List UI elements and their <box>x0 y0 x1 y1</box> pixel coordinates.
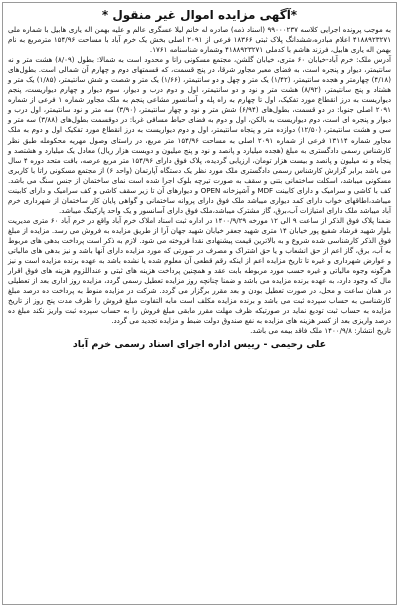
notice-paragraph-case: به موجب پرونده اجرایی کلاسه ۹۹۰۰۰۲۳۷ (اسناد ذمه) صادره له خانم لیلا عسگری عالم و علیه بهمن اله یاری هابیل با شماره ملی ۴۱۸۸۹۲۳۲۷۱ اعلام مبادره،ششدانگ پلاک ثبتی ۱۸۳۶۶ فرعی از ۲۰۹۱ اصلی بخش یک خرم آباد با مساحت ۱۵۴/۹۶ مترمربع به نام بهمن اله یاری هابیل، فرزند هاشم با کدملی ۴۱۸۸۹۲۳۲۷۱ وشماره شناسنامه ۱۷۶۱. <box>8 25 392 55</box>
auction-notice <box>2 2 397 605</box>
notice-title: *آگهی مزایده اموال غیر منقول * <box>101 8 298 22</box>
notice-paragraph-publication: تاریخ انتشار: ۱۴۰۰/۹/۸ ملک فاقد بیمه می باشد. <box>250 326 391 336</box>
notice-paragraph-terms: ضمنا پلاک فوق الذکر از ساعت ۹ الی ۱۲ مورخه ۱۴۰۰/۹/۲۹ در اداره ثبت اسناد املاک خرم آباد واقع در خرم آباد ۶۰ متری مدیریت بلوار شهید فرشاد شفیع پور خیابان ۱۴ متری شهید جعفر خیابان شهید جهان آرا از طریق مزایده به فروش می رسد. مزایده از مبلغ فوق الذکر کارشناسی شده شروع و به بالاترین قیمت پیشنهادی نقدا فروخته می شود. لازم به ذکر است پرداخت بدهی های مربوط به آب، برق، گاز اعم از حق انشعاب و یا حق اشتراک و مصرف در صورتی که مورد مزایده دارای آنها باشد و نیز بدهی های مالیاتی و عوارض شهرداری و غیره تا تاریخ مزایده اعم از اینکه رقم قطعی آن معلوم شده یا نشده باشد به عهده برنده مزایده است و نیز هرگونه وجوه مالیاتی و غیره حسب مورد مربوطه بابت عقد و همچنین پرداخت هزینه های ثبتی و عنداللزوم هزینه های فوق اقرار مال که وجود دارد، به عهده برنده مزایده می باشد و ضمنا چنانچه روز مزایده تعطیل رسمی گردد، مزایده روز اداری بعد از تعطیلی در همان ساعت و محل، در صورت تعطیل بودن و بعد مقرر برگزار می گردد. شرکت در مزایده منوط به پرداخت ده درصد مبلغ کارشناسی به حساب سپرده ثبت می باشد و برنده مزایده مکلف است مابه التفاوت مبلغ فروش را ظرف مدت پنج روز از تاریخ مزایده به حساب ثبت تودیع نماید در صورتیکه ظرف مهلت مقرر مابقی مبلغ فروش را به حساب سپرده ثبت واریز نکند مبلغ ده درصد واریزی بعد از کسر هزینه های مزایده به نفع صندوق دولت ضبط و مزایده تجدید می گردد. <box>8 215 391 326</box>
notice-signature: علی رحیمی - رییس اداره اجرای اسناد رسمی خرم آباد <box>72 339 327 351</box>
notice-paragraph-property: آدرس ملک: خرم آباد-خیابان ۶۰ متری، خیابان گلشن، مجتمع مسکونی راتا و محدود است به شمالا: بطول (۸/۰۹) هشت متر و نه سانتیمتر، دیوار و پنجره است، به فضای معبر مجاور شرقا، در پنج قسمت، که قسمتهای دوم و چهارم آن شمالی است. بطول‌های (۴/۱۸) چهارمتر و هجده سانتیمتر، (۱/۴۲) یک متر و چهل و دو سانتیمتر، (۱/۶۶) یک متر و شصت و شش سانتیمتر، (۱/۸۵) یک متر و هشتاد و پنج سانتیمتر، (۸/۹۲) هشت متر و نود و دو سانتیمتر، اول و دوم درب و دیوار، سوم دیوار و چهارم دیواریست، پنجم دیواریست به درز انقطاع مورد تفکیک، اول تا چهارم به راه پله و آسانسور مشاعی پنجم به ملک مجاور شماره ۱ فرعی از شماره ۲۰۹۱ اصلی جنوبا: در دو قسمت، بطول‌های (۶/۹۴) شش متر و نود و چهار سانتیمتر، (۳/۹۰) سه متر و نود سانتیمتر، اول درب و دیوار و پنجره ای است، دوم دیواریست به بالکن، اول و دوم به فضای حیاط مسافی غربا: در دوقسمت بطول‌های (۳/۸۸) سه متر و سی و هشت سانتیمتر، (۱۲/۵۰) دوازده متر و پنجاه سانتیمتر، اول و دوم دیواریست به درز انقطاع مورد تفکیک اول و دوم به ملک مجاور شماره ۱۳۱۱۴ فرعی از شماره ۲۰۹۱ اصلی به مساحت ۱۵۴/۹۶ متر مربع، در راستای وصول مهریه محکومله طبق نظر کارشناس رسمی دادگستری به مبلغ (هجده میلیارد و پانصد و نود و پنج میلیون و دویست هزار ریال) معادل یک میلیارد و هشتصد و پنجاه و نه میلیون و پانصد و بیست هزار تومان، ارزیابی گردیده، پلاک فوق دارای ۱۵۴/۹۶ متر مربع عرصه، بافت متحد دوره ۴ سال می باشد برابر گزارش کارشناس رسمی دادگستری ملک مورد نظر یک دستگاه آپارتمان (واحد ۶) از مجتمع مسکونی راتا با کاربری مسکونی میباشد، اسکلت ساختمانی بتنی و سقف به صورت تیرچه بلوک اجرا شده است نمای ساختمان از جنس سنگ می باشد. کف با کاشی و سرامیک و دارای کابینت MDF و آشپزخانه OPEN و دیوارهای آن تا زیر سقف کاشی و کف سرامیک و دارای کابینت میباشد،اطاقهای خواب دارای کمد دیواری میباشد ملک فوق دارای پروانه ساختمانی و گواهی پایان کار ساختمان از شهرداری خرم آباد میباشد ملک دارای امتیازات آب،برق، گاز مشترک میباشد،ملک فوق دارای آسانسور و یک واحد پارکینگ میباشد. <box>8 55 392 215</box>
notice-body <box>3 24 396 336</box>
